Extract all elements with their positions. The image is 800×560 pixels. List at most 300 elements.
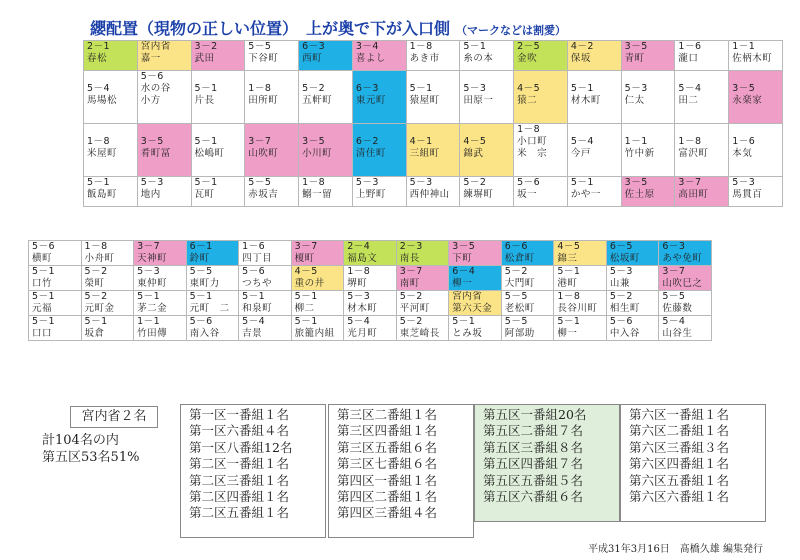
layout-grid-top: [83, 40, 783, 207]
grid-cell: [291, 291, 344, 316]
grid-cell: [29, 291, 82, 316]
cell-line: 福島文: [347, 253, 378, 264]
grid-cell: [239, 316, 292, 341]
cell-line: 5－5: [189, 266, 213, 277]
cell-line: 5－4: [678, 83, 702, 94]
title-text: 纓配置（現物の正しい位置） 上が奥で下が入口側: [90, 19, 451, 38]
title-note: （マークなどは割愛）: [456, 24, 567, 37]
cell-line: 瓦町: [194, 189, 215, 200]
cell-line: かや一: [570, 189, 601, 200]
grid-cell: [81, 241, 134, 266]
cell-line: 鈴町: [189, 253, 210, 264]
cell-line: 田所町: [248, 95, 279, 106]
cell-line: 佐柄木町: [732, 53, 773, 64]
grid-cell: [406, 177, 460, 207]
grid-cell: [84, 71, 138, 124]
cell-line: 材木町: [347, 303, 378, 314]
cell-line: 1－8: [84, 241, 108, 252]
cell-line: 5－1: [189, 291, 213, 302]
grid-cell: [299, 71, 353, 124]
cell-line: 重の井: [294, 278, 325, 289]
cell-line: 4－2: [570, 41, 594, 52]
grid-cell: [245, 124, 299, 177]
grid-cell: [606, 291, 659, 316]
cell-line: 保坂: [570, 53, 591, 64]
district-count-item: 第一区八番組12名: [189, 439, 293, 455]
cell-line: 清住町: [355, 148, 386, 159]
grid-cell: [514, 71, 568, 124]
cell-line: 5－5: [504, 291, 528, 302]
cell-line: 5－1: [32, 291, 56, 302]
cell-line: 1－8: [347, 266, 371, 277]
cell-line: 5－2: [463, 177, 487, 188]
cell-line: 2－4: [347, 241, 371, 252]
grid-cell: [729, 41, 783, 71]
grid-cell: [606, 316, 659, 341]
cell-line: 3－5: [140, 136, 164, 147]
cell-line: 老松町: [504, 303, 535, 314]
district-count-item: 第五区六番組６名: [483, 489, 584, 505]
grid-row: [84, 71, 783, 124]
district-list-6: [620, 404, 766, 522]
cell-line: 3－5: [302, 136, 326, 147]
grid-cell: [621, 71, 675, 124]
cell-line: 阿部助: [504, 328, 535, 339]
cell-line: 馬場松: [87, 95, 118, 106]
cell-line: 6－6: [504, 241, 528, 252]
cell-line: 2－1: [87, 41, 111, 52]
cell-line: 西仲神山: [409, 189, 450, 200]
cell-line: 1－6: [732, 136, 756, 147]
cell-line: 西町: [302, 53, 323, 64]
grid-cell: [291, 266, 344, 291]
cell-line: [463, 71, 513, 83]
cell-line: 5－5: [248, 177, 272, 188]
cell-line: 水の谷: [140, 83, 171, 94]
cell-line: 猿屋町: [409, 95, 440, 106]
grid-cell: [81, 316, 134, 341]
cell-line: 5－1: [452, 316, 476, 327]
cell-line: 5－1: [570, 177, 594, 188]
cell-line: [195, 71, 245, 83]
cell-line: 5－6: [32, 241, 56, 252]
cell-line: 元町金: [84, 303, 115, 314]
cell-line: 宮内省: [140, 41, 171, 52]
cell-line: 松嶋町: [194, 148, 225, 159]
cell-line: 旅籠内組: [294, 328, 335, 339]
grid-cell: [406, 71, 460, 124]
cell-line: 5－1: [557, 316, 581, 327]
grid-cell: [659, 241, 712, 266]
cell-line: 2－5: [517, 41, 541, 52]
cell-line: 瀧口: [678, 53, 699, 64]
cell-line: 嘉一: [140, 53, 161, 64]
grid-cell: [299, 177, 353, 207]
cell-line: 東町力: [189, 278, 220, 289]
grid-cell: [621, 41, 675, 71]
cell-line: 南入谷: [189, 328, 220, 339]
cell-line: [87, 71, 137, 83]
cell-line: 下谷町: [248, 53, 279, 64]
grid-cell: [449, 266, 502, 291]
cell-line: 1－1: [624, 136, 648, 147]
cell-line: 4－5: [294, 266, 318, 277]
cell-line: 小方: [140, 95, 161, 106]
cell-line: [625, 71, 675, 83]
cell-line: 5－4: [87, 83, 111, 94]
cell-line: 5－5: [248, 41, 272, 52]
district-count-item: 第六区六番組１名: [629, 489, 730, 505]
cell-line: 本気: [732, 148, 753, 159]
grid-cell: [514, 124, 568, 177]
cell-line: 下町: [452, 253, 473, 264]
cell-line: 飯島町: [87, 189, 118, 200]
cell-line: 5－3: [355, 177, 379, 188]
grid-cell: [396, 316, 449, 341]
grid-row: [29, 291, 712, 316]
cell-line: 小川町: [302, 148, 333, 159]
grid-cell: [134, 291, 187, 316]
cell-line: 四丁目: [242, 253, 273, 264]
cell-line: 5－2: [399, 316, 423, 327]
cell-line: 第六天金: [452, 303, 493, 314]
district-count-item: 第六区三番組３名: [629, 439, 730, 455]
cell-line: 6－3: [355, 83, 379, 94]
cell-line: 武田: [194, 53, 215, 64]
cell-line: 5－1: [32, 266, 56, 277]
cell-line: 1－8: [302, 177, 326, 188]
cell-line: 大門町: [504, 278, 535, 289]
cell-line: 5－2: [84, 291, 108, 302]
cell-line: 6－3: [662, 241, 686, 252]
grid-cell: [352, 41, 406, 71]
grid-row: [84, 124, 783, 177]
cell-line: 材木町: [570, 95, 601, 106]
layout-grid-bottom: [28, 240, 712, 341]
district-count-item: 第一区一番組１名: [189, 407, 290, 422]
cell-line: 横町: [32, 253, 53, 264]
cell-line: 3－7: [662, 266, 686, 277]
grid-cell: [567, 177, 621, 207]
grid-cell: [84, 177, 138, 207]
cell-line: 片長: [194, 95, 215, 106]
grid-cell: [239, 266, 292, 291]
cell-line: 山谷生: [662, 328, 693, 339]
cell-line: 山兼: [609, 278, 630, 289]
cell-line: 3－7: [137, 241, 161, 252]
grid-cell: [567, 71, 621, 124]
cell-line: 1－8: [87, 136, 111, 147]
cell-line: 東芝崎長: [399, 328, 440, 339]
cell-line: 春松: [87, 53, 108, 64]
cell-line: 永楽家: [732, 95, 763, 106]
cell-line: 榎町: [294, 253, 315, 264]
grid-cell: [567, 124, 621, 177]
cell-line: 鰯一留: [302, 189, 333, 200]
cell-line: 5－1: [32, 316, 56, 327]
cell-line: [141, 124, 191, 136]
district-list-5: [474, 404, 620, 522]
grid-cell: [134, 266, 187, 291]
grid-cell: [449, 316, 502, 341]
cell-line: 榮町: [84, 278, 105, 289]
grid-cell: [352, 177, 406, 207]
cell-line: [356, 124, 406, 136]
cell-line: 5－6: [189, 316, 213, 327]
grid-cell: [675, 71, 729, 124]
cell-line: 5－2: [504, 266, 528, 277]
cell-line: 堺町: [347, 278, 368, 289]
cell-line: 元町 二: [189, 303, 230, 314]
cell-line: 5－5: [662, 291, 686, 302]
cell-line: 5－1: [87, 177, 111, 188]
cell-line: 6－3: [302, 41, 326, 52]
cell-line: [732, 124, 782, 136]
district-count-item: 第二区三番組１名: [189, 472, 290, 488]
cell-line: 5－6: [242, 266, 266, 277]
grid-cell: [352, 124, 406, 177]
grid-cell: [449, 241, 502, 266]
cell-line: 5－2: [84, 266, 108, 277]
cell-line: 1－8: [557, 291, 581, 302]
cell-line: [571, 124, 621, 136]
grid-cell: [191, 71, 245, 124]
grid-cell: [501, 316, 554, 341]
cell-line: 松倉町: [504, 253, 535, 264]
summary-line-5ku: 第五区53名51%: [42, 450, 140, 465]
cell-line: 5－1: [409, 83, 433, 94]
cell-line: 南長: [399, 253, 420, 264]
page-title: [90, 16, 566, 39]
cell-line: 3－7: [248, 136, 272, 147]
cell-line: 米屋町: [87, 148, 118, 159]
cell-line: 5－6: [517, 177, 541, 188]
cell-line: 肴町冨: [140, 148, 171, 159]
grid-cell: [239, 241, 292, 266]
grid-row: [84, 177, 783, 207]
cell-line: 柳一: [557, 328, 578, 339]
cell-line: 5－3: [732, 177, 756, 188]
cell-line: [195, 124, 245, 136]
cell-line: 柳二: [294, 303, 315, 314]
grid-row: [29, 316, 712, 341]
cell-line: 3－7: [399, 266, 423, 277]
cell-line: 茅二金: [137, 303, 168, 314]
district-count-item: 第三区七番組６名: [337, 456, 438, 472]
cell-line: 6－5: [609, 241, 633, 252]
cell-line: 平河町: [399, 303, 430, 314]
cell-line: 5－1: [557, 266, 581, 277]
cell-line: 5－2: [302, 83, 326, 94]
cell-line: 3－7: [678, 177, 702, 188]
cell-line: 相生町: [609, 303, 640, 314]
grid-cell: [299, 41, 353, 71]
cell-line: 喜よし: [355, 53, 386, 64]
cell-line: 地内: [140, 189, 161, 200]
cell-line: 5－3: [463, 83, 487, 94]
grid-cell: [675, 177, 729, 207]
cell-line: 猿二: [517, 95, 538, 106]
cell-line: [517, 71, 567, 83]
cell-line: [302, 124, 352, 136]
grid-cell: [406, 124, 460, 177]
cell-line: 5－1: [194, 136, 218, 147]
cell-line: あや免町: [662, 253, 703, 264]
cell-line: 6－2: [355, 136, 379, 147]
cell-line: 東元町: [355, 95, 386, 106]
cell-line: 天神町: [137, 253, 168, 264]
grid-cell: [245, 177, 299, 207]
cell-line: とみ坂: [452, 328, 483, 339]
grid-cell: [501, 241, 554, 266]
cell-line: 山吹巳之: [662, 278, 703, 289]
cell-line: 馬貫百: [732, 189, 763, 200]
cell-line: 柳一: [452, 278, 473, 289]
cell-line: 2－3: [399, 241, 423, 252]
cell-line: 青町: [624, 53, 645, 64]
cell-line: 1－8: [517, 124, 541, 135]
cell-line: 4－5: [557, 241, 581, 252]
grid-cell: [659, 291, 712, 316]
grid-cell: [186, 316, 239, 341]
cell-line: 5－4: [570, 136, 594, 147]
cell-line: 三組町: [409, 148, 440, 159]
grid-cell: [406, 41, 460, 71]
grid-cell: [675, 41, 729, 71]
cell-line: 坂倉: [84, 328, 105, 339]
district-list-3-4: [328, 404, 474, 538]
cell-line: 5－2: [399, 291, 423, 302]
grid-cell: [554, 266, 607, 291]
district-count-item: 第四区二番組１名: [337, 489, 438, 505]
grid-cell: [460, 41, 514, 71]
grid-cell: [245, 71, 299, 124]
district-count-item: 第三区五番組６名: [337, 439, 438, 455]
cell-line: 米 宗: [517, 148, 548, 159]
cell-line: 富沢町: [678, 148, 709, 159]
cell-line: 口竹: [32, 278, 53, 289]
grid-cell: [554, 291, 607, 316]
cell-line: 5－3: [137, 266, 161, 277]
grid-cell: [81, 291, 134, 316]
cell-line: 佐藤数: [662, 303, 693, 314]
district-count-item: 第六区五番組１名: [629, 472, 730, 488]
grid-cell: [606, 241, 659, 266]
grid-cell: [191, 177, 245, 207]
grid-cell: [621, 177, 675, 207]
cell-line: 5－3: [140, 177, 164, 188]
grid-cell: [137, 124, 191, 177]
cell-line: 3－2: [194, 41, 218, 52]
district-count-item: 第二区四番組１名: [189, 489, 290, 505]
grid-cell: [396, 291, 449, 316]
cell-line: 3－5: [452, 241, 476, 252]
cell-line: 5－5: [504, 316, 528, 327]
cell-line: 中入谷: [609, 328, 640, 339]
cell-line: 1－8: [248, 83, 272, 94]
grid-cell: [186, 266, 239, 291]
cell-line: 山吹町: [248, 148, 279, 159]
cell-line: 錦三: [557, 253, 578, 264]
grid-row: [29, 266, 712, 291]
district-count-item: 第五区三番組８名: [483, 439, 584, 455]
grid-cell: [501, 266, 554, 291]
cell-line: 5－6: [140, 71, 164, 82]
grid-cell: [344, 241, 397, 266]
district-count-item: 第五区二番組７名: [483, 423, 584, 439]
grid-cell: [460, 124, 514, 177]
grid-cell: [29, 266, 82, 291]
district-count-item: 第三区四番組１名: [337, 423, 438, 439]
grid-cell: [29, 241, 82, 266]
cell-line: 5－3: [409, 177, 433, 188]
cell-line: 小口町: [517, 136, 548, 147]
cell-line: 小舟町: [84, 253, 115, 264]
district-count-item: 第五区一番組20名: [483, 407, 587, 422]
cell-line: 高田町: [678, 189, 709, 200]
grid-cell: [299, 124, 353, 177]
cell-line: 竹田傳: [137, 328, 168, 339]
cell-line: 佐土原: [624, 189, 655, 200]
grid-cell: [514, 41, 568, 71]
cell-line: [732, 71, 782, 83]
grid-cell: [729, 124, 783, 177]
grid-cell: [514, 177, 568, 207]
grid-cell: [239, 291, 292, 316]
cell-line: 仁太: [624, 95, 645, 106]
cell-line: 1－1: [137, 316, 161, 327]
grid-cell: [291, 241, 344, 266]
grid-cell: [191, 41, 245, 71]
grid-cell: [449, 291, 502, 316]
grid-cell: [675, 124, 729, 177]
grid-cell: [621, 124, 675, 177]
grid-cell: [137, 177, 191, 207]
cell-line: [678, 124, 728, 136]
grid-cell: [344, 266, 397, 291]
cell-line: 吉景: [242, 328, 263, 339]
cell-line: [356, 71, 406, 83]
cell-line: 5－4: [242, 316, 266, 327]
cell-line: 3－5: [624, 177, 648, 188]
grid-cell: [291, 316, 344, 341]
district-count-item: 第六区四番組１名: [629, 456, 730, 472]
cell-line: 1－1: [732, 41, 756, 52]
grid-cell: [554, 316, 607, 341]
grid-cell: [191, 124, 245, 177]
cell-line: [571, 71, 621, 83]
cell-line: [87, 124, 137, 136]
grid-cell: [501, 291, 554, 316]
cell-line: 竹中新: [624, 148, 655, 159]
cell-line: 6－1: [189, 241, 213, 252]
cell-line: 坂一: [517, 189, 538, 200]
cell-line: 東仲町: [137, 278, 168, 289]
cell-line: 5－1: [294, 316, 318, 327]
district-list-1-2: [180, 404, 326, 538]
grid-cell: [81, 266, 134, 291]
cell-line: 5－3: [347, 291, 371, 302]
cell-line: [248, 71, 298, 83]
grid-cell: [137, 41, 191, 71]
cell-line: 五軒町: [302, 95, 333, 106]
grid-cell: [352, 71, 406, 124]
grid-cell: [396, 241, 449, 266]
grid-cell: [344, 291, 397, 316]
district-count-item: 第四区三番組４名: [337, 505, 438, 521]
cell-line: 5－4: [347, 316, 371, 327]
grid-cell: [659, 266, 712, 291]
